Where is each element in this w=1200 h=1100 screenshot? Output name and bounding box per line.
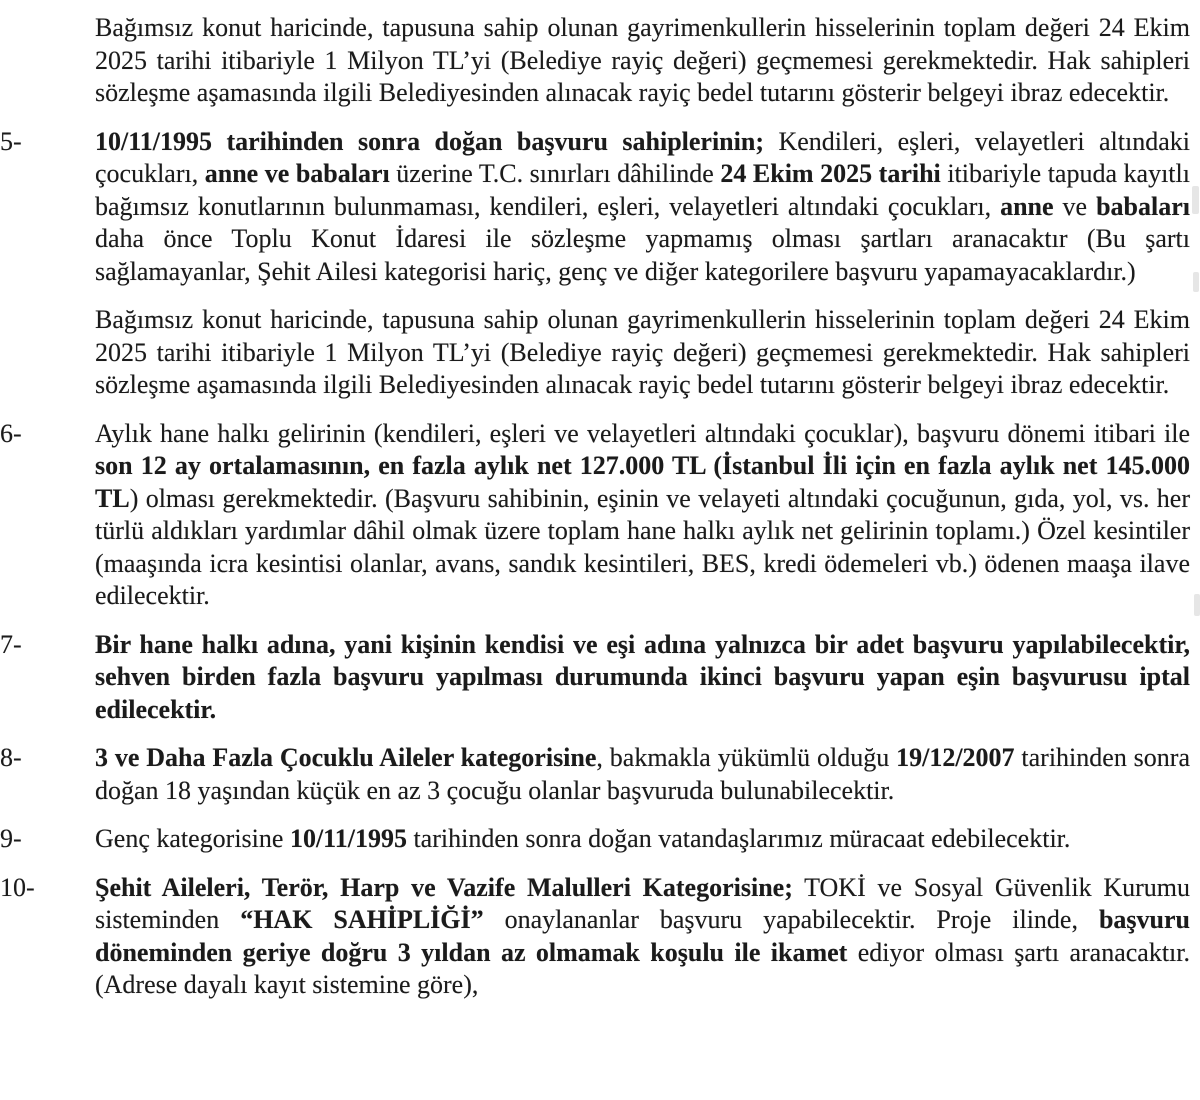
block-text [95, 13, 1190, 107]
bold-text-run: “HAK SAHİPLİĞİ” [240, 905, 484, 934]
text-run: tarihinden sonra doğan vatandaşlarımız müracaat edebilecektir. [406, 824, 1071, 853]
text-run: ediyor olması şartı aranacaktır. (Adrese dayalı kayıt sistemine göre), [95, 937, 1190, 999]
text-run: itibariyle tapuda kayıtlı bağımsız konutlarının bulunmaması, kendileri, eşleri, velayetleri altındaki çocukları, [95, 159, 1190, 221]
block-text [95, 630, 1190, 724]
list-item-9 [0, 823, 1200, 856]
text-run: TOKİ ve Sosyal Güvenlik Kurumu sisteminden [95, 872, 1190, 934]
bold-text-run: babaları [1096, 191, 1190, 221]
bold-text-run: Şehit Aileleri, Terör, Harp ve Vazife Malulleri Kategorisine; [95, 872, 793, 902]
text-run: onaylananlar başvuru yapabilecektir. Proje ilinde, [483, 905, 1099, 934]
list-item-7 [0, 629, 1200, 727]
text-run: ) olması gerekmektedir. (Başvuru sahibinin, eşinin ve velayeti altındaki çocuğunun, gıda, yol, vs. her türlü aldıkları yardımlar dâhil olmak üzere toplam hane halkı aylık net gelirinin toplamı.) Özel kesintiler (maaşında icra kesintisi olanlar, avans, sandık kesintileri, BES, kredi ödemeleri vb.) ödenen maaşa ilave edilecektir. [95, 483, 1190, 610]
text-run: Bağımsız konut haricinde, tapusuna sahip olunan gayrimenkullerin hisselerinin toplam değeri 24 Ekim 2025 tarihi itibariyle 1 Milyon TL’yi (Belediye rayiç değeri) geçmemesi gerekmektedir. Hak sahipleri sözleşme aşamasında ilgili Belediyesinden alınacak rayiç bedel tutarını gösterir belgeyi ibraz edecektir. [95, 305, 1190, 399]
scan-artifact [1194, 594, 1200, 616]
bold-text-run: son 12 ay ortalamasının, en fazla aylık net 127.000 TL (İstanbul İli için en fazla aylık net 145.000 TL [95, 451, 1190, 513]
scan-artifact [1193, 272, 1199, 292]
bold-text-run: başvuru döneminden geriye doğru 3 yıldan az olmamak koşulu ile ikamet [95, 905, 1190, 967]
list-number: 6- [0, 418, 22, 448]
list-number: 7- [0, 629, 22, 659]
text-run: Kendileri, eşleri, velayetleri altındaki çocukları, [95, 126, 1190, 188]
list-item-6 [0, 418, 1200, 613]
bold-text-run: 3 ve Daha Fazla Çocuklu Aileler kategorisine [95, 743, 597, 772]
list-item-10 [0, 872, 1200, 1002]
text-run: , bakmakla yükümlü olduğu [596, 743, 897, 772]
text-run: tarihinden sonra doğan 18 yaşından küçük en az 3 çocuğu olanlar başvuruda bulunabilecektir. [95, 743, 1190, 805]
text-run: Bağımsız konut haricinde, tapusuna sahip olunan gayrimenkullerin hisselerinin toplam değeri 24 Ekim 2025 tarihi itibariyle 1 Milyon TL’yi (Belediye rayiç değeri) geçmemesi gerekmektedir. Hak sahipleri sözleşme aşamasında ilgili Belediyesinden alınacak rayiç bedel tutarını gösterir belgeyi ibraz edecektir. [95, 13, 1190, 107]
list-item-5 [0, 126, 1200, 289]
list-item-8 [0, 742, 1200, 807]
paragraph [0, 12, 1200, 110]
list-number: 9- [0, 824, 22, 853]
list-number: 8- [0, 743, 22, 772]
bold-text-run: 10/11/1995 tarihinden sonra doğan başvuru sahiplerinin; [95, 126, 764, 156]
text-run: daha önce Toplu Konut İdaresi ile sözleşme yapmamış olması şartları aranacaktır (Bu şartı sağlamayanlar, Şehit Ailesi kategorisi hariç, genç ve diğer kategorilere başvuru yapamayacaklardır.) [95, 224, 1190, 286]
bold-text-run: Bir hane halkı adına, yani kişinin kendisi ve eşi adına yalnızca bir adet başvuru yapılabilecektir, sehven birden fazla başvuru yapılması durumunda ikinci başvuru yapan eşin başvurusu iptal edilecektir. [95, 629, 1190, 724]
bold-text-run: 19/12/2007 [896, 743, 1015, 772]
bold-text-run: anne ve babaları [204, 159, 390, 188]
text-run: üzerine T.C. sınırları dâhilinde [389, 159, 721, 188]
block-text [95, 824, 1070, 853]
text-run: ve [1053, 191, 1097, 221]
document-body [0, 12, 1200, 1002]
list-number: 5- [0, 126, 22, 156]
list-number: 10- [0, 872, 35, 902]
block-text [95, 743, 1190, 805]
text-run: Genç kategorisine [95, 824, 290, 853]
bold-text-run: 10/11/1995 [289, 824, 407, 853]
text-run: Aylık hane halkı gelirinin (kendileri, eşleri ve velayetleri altındaki çocuklar), başvuru dönemi itibari ile [95, 418, 1190, 448]
paragraph [0, 304, 1200, 402]
block-text [95, 419, 1190, 611]
block-text [95, 127, 1190, 286]
bold-text-run: anne [1000, 191, 1054, 221]
bold-text-run: 24 Ekim 2025 tarihi [720, 159, 941, 188]
block-text [95, 305, 1190, 399]
scan-artifact [1192, 186, 1199, 214]
block-text [95, 873, 1190, 1000]
